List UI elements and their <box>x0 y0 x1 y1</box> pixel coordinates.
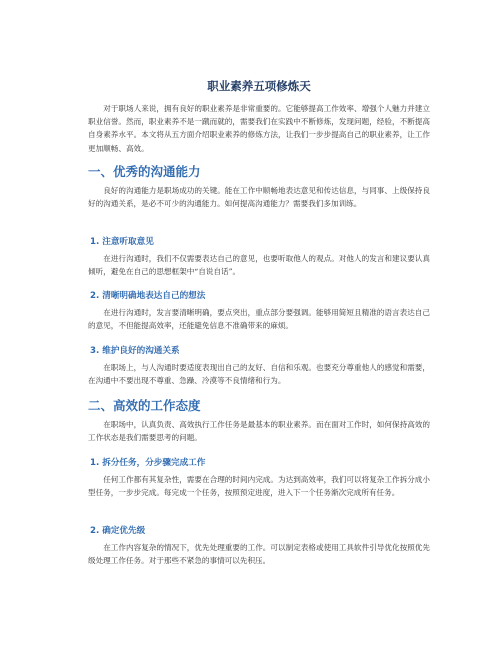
subsection-paragraph: 在进行沟通时，我们不仅需要表达自己的意见，也要听取他人的观点。对他人的发言和建议要认真倾听，避免在自己的思想框架中“自说自话”。 <box>88 254 430 277</box>
subsection-paragraph: 在职场上，与人沟通时要适度表现出自己的友好、自信和乐观。也要充分尊重他人的感觉和需要，在沟通中不要出现不尊重、急躁、冷漠等不良情绪和行为。 <box>88 363 430 386</box>
subsection-heading: 2. 确定优先级 <box>90 526 146 536</box>
subsection-heading: 2. 清晰明确地表达自己的想法 <box>90 291 206 301</box>
section-paragraph: 良好的沟通能力是职场成功的关键。能在工作中顺畅地表达意见和传达信息，与同事、上级保持良好的沟通关系，是必不可少的沟通能力。如何提高沟通能力？需要我们多加训练。 <box>88 186 430 209</box>
document-title: 职业素养五项修炼天 <box>207 79 311 93</box>
subsection-paragraph: 在进行沟通时，发言要清晰明确，要点突出，重点部分要强调。能够用简短且精准的语言表达自己的意见，不但能提高效率，还能避免信息不准确带来的麻烦。 <box>88 308 430 331</box>
subsection-heading: 1. 注意听取意见 <box>90 237 154 247</box>
subsection-paragraph: 在工作内容复杂的情况下，优先处理重要的工作。可以制定表格或使用工具软件引导优化按照优先级处理工作任务。对于那些不紧急的事情可以先积压。 <box>88 543 430 566</box>
subsection-heading: 3. 维护良好的沟通关系 <box>90 346 180 356</box>
subsection-heading: 1. 拆分任务，分步骤完成工作 <box>90 458 206 468</box>
section-heading-communication: 一、优秀的沟通能力 <box>88 164 201 179</box>
intro-paragraph: 对于职场人来说，拥有良好的职业素养是非常重要的。它能够提高工作效率、增强个人魅力并建立职业信誉。然而，职业素养不是一蹴而就的，需要我们在实践中不断修炼，发现问题，经验，不断提高自身素养水平。本文将从五方面介绍职业素养的修炼方法，让我们一步步提高自己的职业素养，让工作更加顺畅、高效。 <box>88 104 430 153</box>
section-heading-work-attitude: 二、高效的工作态度 <box>88 398 201 413</box>
section-paragraph: 在职场中，认真负责、高效执行工作任务是最基本的职业素养。而在面对工作时，如何保持高效的工作状态是我们需要思考的问题。 <box>88 420 430 443</box>
subsection-paragraph: 任何工作都有其复杂性，需要在合理的时间内完成。为达到高效率，我们可以将复杂工作拆分成小型任务，一步步完成。每完成一个任务，按照预定进度，进入下一个任务渐次完成所有任务。 <box>88 475 430 498</box>
